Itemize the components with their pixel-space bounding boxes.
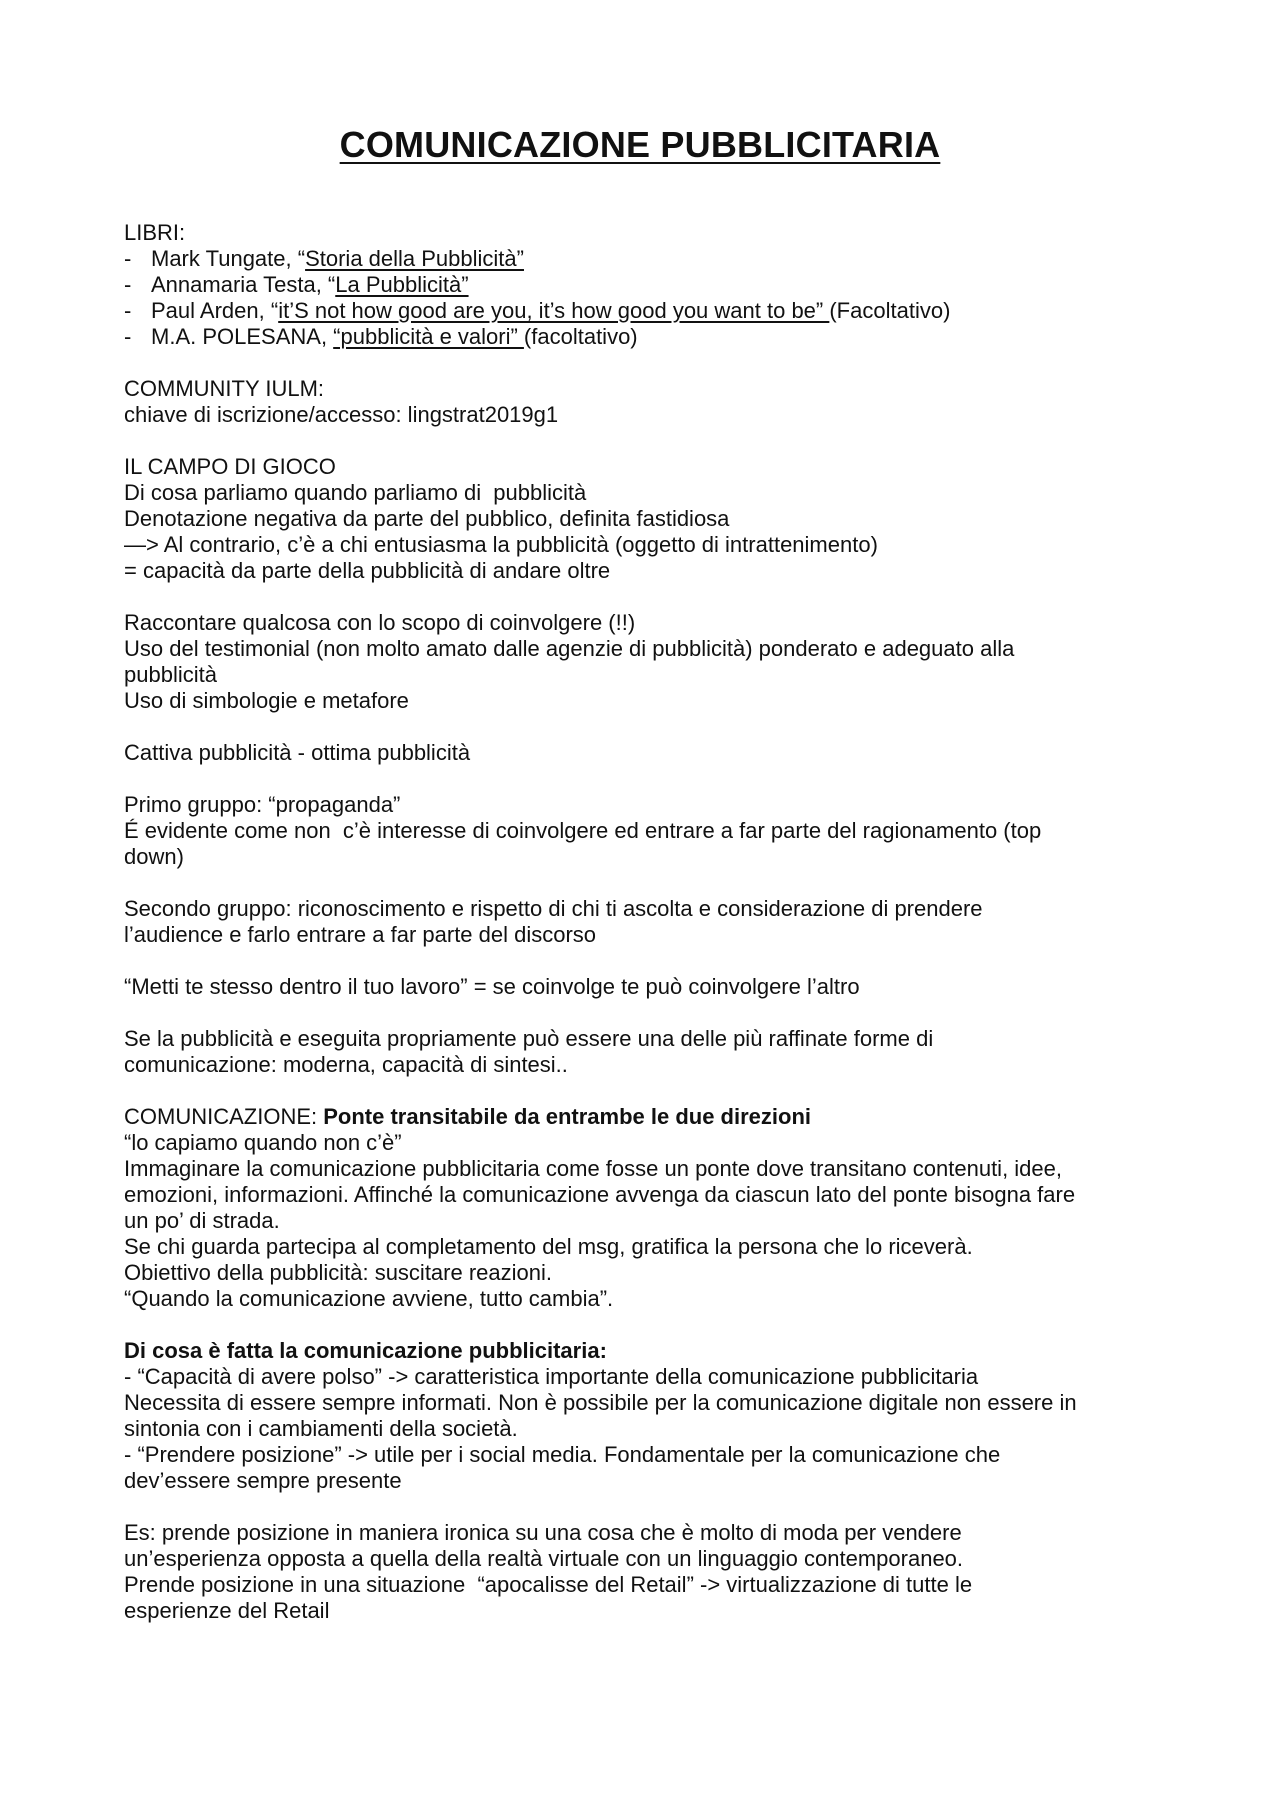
- text-line: Di cosa parliamo quando parliamo di pubblicità: [124, 480, 587, 505]
- text-line: un po’ di strada.: [124, 1208, 280, 1233]
- text-line: dev’essere sempre presente: [124, 1468, 402, 1493]
- comunicazione-definition: Ponte transitabile da entrambe le due direzioni: [323, 1104, 812, 1129]
- dash-marker: -: [124, 324, 132, 349]
- community-heading: COMMUNITY IULM:: [124, 376, 325, 401]
- book-title: “pubblicità e valori”: [333, 324, 524, 349]
- text-line: Uso del testimonial (non molto amato dalle agenzie di pubblicità) ponderato e adeguato alla: [124, 636, 1015, 661]
- libri-heading: LIBRI:: [124, 220, 186, 245]
- text-line: Secondo gruppo: riconoscimento e rispetto di chi ti ascolta e considerazione di prendere: [124, 896, 983, 921]
- book-item: [124, 246, 1184, 272]
- community-key: chiave di iscrizione/accesso: lingstrat2019g1: [124, 402, 559, 427]
- dash-marker: -: [124, 246, 132, 271]
- text-line: Se la pubblicità e eseguita propriamente può essere una delle più raffinate forme di: [124, 1026, 934, 1051]
- document-body: [124, 220, 1184, 1624]
- text-line: emozioni, informazioni. Affinché la comunicazione avvenga da ciascun lato del ponte bisogna fare: [124, 1182, 1076, 1207]
- text-line: down): [124, 844, 184, 869]
- text-line: Es: prende posizione in maniera ironica su una cosa che è molto di moda per vendere: [124, 1520, 962, 1545]
- dash-marker: -: [124, 272, 132, 297]
- text-line: esperienze del Retail: [124, 1598, 330, 1623]
- book-title: it’S not how good are you, it’s how good you want to be”: [278, 298, 830, 323]
- text-line: pubblicità: [124, 662, 217, 687]
- text-line: Denotazione negativa da parte del pubblico, definita fastidiosa: [124, 506, 730, 531]
- book-author: Annamaria Testa, “: [151, 272, 336, 297]
- text-line: - “Prendere posizione” -> utile per i social media. Fondamentale per la comunicazione che: [124, 1442, 1001, 1467]
- text-line: Raccontare qualcosa con lo scopo di coinvolgere (!!): [124, 610, 636, 635]
- text-line: sintonia con i cambiamenti della società.: [124, 1416, 518, 1441]
- text-line: Cattiva pubblicità - ottima pubblicità: [124, 740, 471, 765]
- dash-marker: -: [124, 298, 132, 323]
- text-line: Se chi guarda partecipa al completamento del msg, gratifica la persona che lo riceverà.: [124, 1234, 973, 1259]
- text-line: —> Al contrario, c’è a chi entusiasma la pubblicità (oggetto di intrattenimento): [124, 532, 878, 557]
- book-title: Storia della Pubblicità”: [305, 246, 524, 271]
- text-line: É evidente come non c’è interesse di coinvolgere ed entrare a far parte del ragionamento (top: [124, 818, 1042, 843]
- comunicazione-label: COMUNICAZIONE:: [124, 1104, 324, 1129]
- text-line: l’audience e farlo entrare a far parte del discorso: [124, 922, 597, 947]
- book-item: [124, 298, 1184, 324]
- text-line: Obiettivo della pubblicità: suscitare reazioni.: [124, 1260, 553, 1285]
- section-heading-campo: IL CAMPO DI GIOCO: [124, 454, 336, 479]
- text-line: “Quando la comunicazione avviene, tutto cambia”.: [124, 1286, 614, 1311]
- text-line: - “Capacità di avere polso” -> caratteristica importante della comunicazione pubblicitaria: [124, 1364, 979, 1389]
- section-heading-fatta: Di cosa è fatta la comunicazione pubblicitaria:: [124, 1338, 607, 1363]
- book-author: Mark Tungate, “: [151, 246, 306, 271]
- book-note: (Facoltativo): [829, 298, 951, 323]
- text-line: “lo capiamo quando non c’è”: [124, 1130, 402, 1155]
- text-line: Prende posizione in una situazione “apocalisse del Retail” -> virtualizzazione di tutte le: [124, 1572, 973, 1597]
- text-line: Necessita di essere sempre informati. Non è possibile per la comunicazione digitale non essere in: [124, 1390, 1077, 1415]
- book-item: [124, 324, 1184, 350]
- comunicazione-heading: [124, 1104, 1184, 1130]
- book-item: [124, 272, 1184, 298]
- text-line: comunicazione: moderna, capacità di sintesi..: [124, 1052, 568, 1077]
- text-line: Uso di simbologie e metafore: [124, 688, 409, 713]
- book-author: M.A. POLESANA,: [151, 324, 334, 349]
- text-line: Immaginare la comunicazione pubblicitaria come fosse un ponte dove transitano contenuti, idee,: [124, 1156, 1062, 1181]
- book-note: (facoltativo): [523, 324, 638, 349]
- text-line: un’esperienza opposta a quella della realtà virtuale con un linguaggio contemporaneo.: [124, 1546, 964, 1571]
- quote-line: “Metti te stesso dentro il tuo lavoro” = se coinvolge te può coinvolgere l’altro: [124, 974, 860, 999]
- book-title: La Pubblicità”: [335, 272, 469, 297]
- text-line: Primo gruppo: “propaganda”: [124, 792, 401, 817]
- page-title: COMUNICAZIONE PUBBLICITARIA: [339, 124, 941, 165]
- text-line: = capacità da parte della pubblicità di andare oltre: [124, 558, 611, 583]
- book-author: Paul Arden, “: [151, 298, 279, 323]
